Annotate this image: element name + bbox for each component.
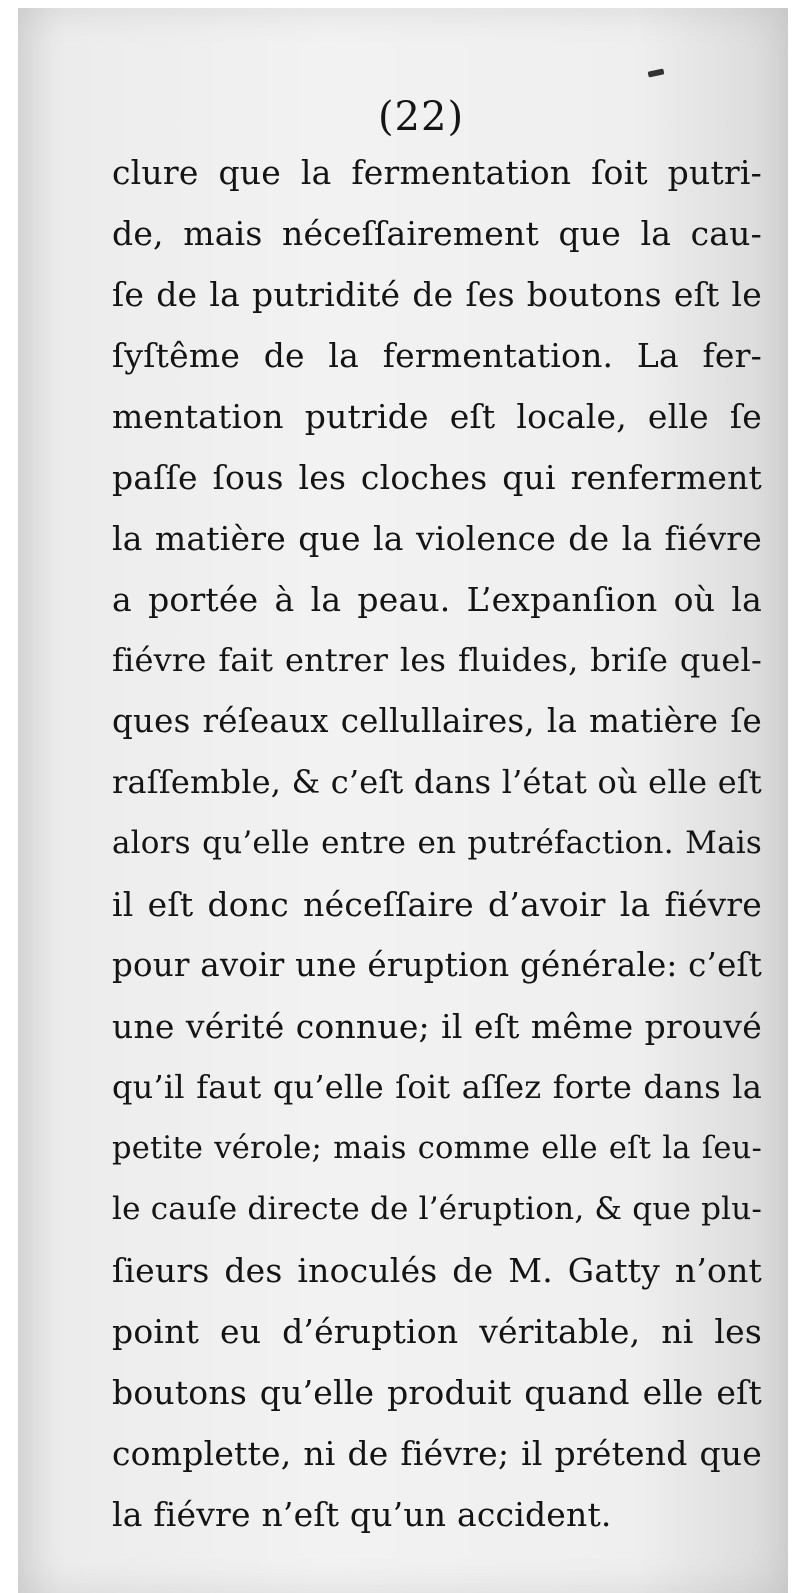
scan-gutter — [0, 0, 18, 1593]
text-line: clure que la fermentation ſoit putri- — [112, 153, 762, 192]
text-line: de, mais néceſſairement que la cau- — [112, 214, 762, 253]
text-line: ſieurs des inoculés de M. Gatty n’ont — [112, 1251, 762, 1290]
text-line: ſe de la putridité de ſes boutons eſt le — [112, 275, 762, 314]
text-line: la matière que la violence de la fiévre — [112, 519, 762, 558]
page-number: (22) — [377, 94, 465, 140]
body-text — [112, 142, 762, 1545]
text-line: pour avoir une éruption générale: c’eſt — [112, 946, 762, 984]
text-line: il eſt donc néceſſaire d’avoir la fiévre — [112, 885, 762, 924]
text-line: ques réſeaux cellullaires, la matière ſe — [112, 702, 762, 740]
text-line: complette, ni de fiévre; il prétend que — [112, 1434, 762, 1473]
text-line: boutons qu’elle produit quand elle eſt — [112, 1373, 762, 1412]
text-line: fiévre fait entrer les fluides, briſe quel- — [112, 641, 762, 679]
text-line: alors qu’elle entre en putréfaction. Mais — [112, 825, 762, 861]
text-line: mentation putride eſt locale, elle ſe — [112, 397, 762, 436]
text-line: qu’il faut qu’elle ſoit aſſez forte dans la — [112, 1068, 762, 1106]
text-line: paſſe ſous les cloches qui renferment — [112, 458, 762, 497]
text-line: petite vérole; mais comme elle eſt la ſeu- — [112, 1131, 762, 1166]
text-line: le cauſe directe de l’éruption, & que plu- — [112, 1191, 763, 1227]
text-line-last: la fiévre n’eſt qu’un accident. — [112, 1495, 612, 1534]
text-line: point eu d’éruption véritable, ni les — [112, 1312, 762, 1351]
text-line: a portée à la peau. L’expanſion où la — [112, 580, 762, 619]
text-line: raſſemble, & c’eſt dans l’état où elle eſt — [112, 763, 762, 801]
text-line: une vérité connue; il eſt même prouvé — [112, 1007, 762, 1046]
text-line: ſyſtême de la fermentation. La fer- — [112, 336, 762, 375]
